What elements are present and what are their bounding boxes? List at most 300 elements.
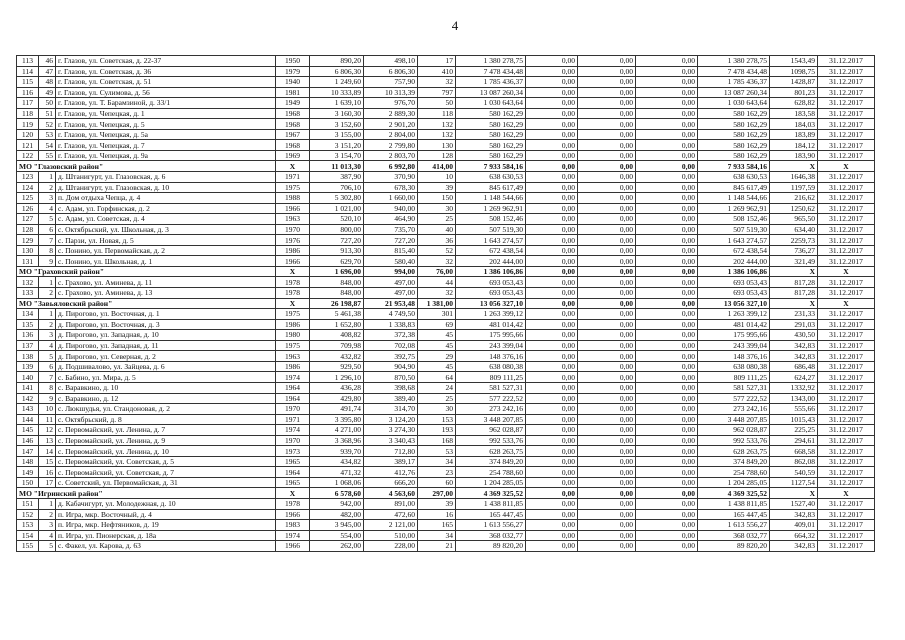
cell-total: 1 386 106,86 [698,266,770,277]
cell-date: 31.12.2017 [818,182,875,193]
cell-date: 31.12.2017 [818,150,875,161]
cell-p: 132 [418,119,456,130]
cell-sum: 368 032,77 [456,530,526,541]
cell-addr: с. Первомайский, ул. Советская, д. 5 [56,456,276,467]
table-row [17,309,875,320]
cell-p: 52 [418,245,456,256]
cell-k: 53 [39,129,56,140]
cell-a1: 3 152,60 [310,119,364,130]
cell-z2: 0,00 [578,309,636,320]
table-row [17,372,875,383]
cell-sum: 580 162,29 [456,140,526,151]
cell-n: 154 [17,530,39,541]
cell-z1: 0,00 [526,446,578,457]
cell-u: 1250,62 [770,203,818,214]
table-row [17,129,875,140]
cell-z2: 0,00 [578,446,636,457]
cell-year: 1986 [276,245,310,256]
cell-sum: 1 269 962,91 [456,203,526,214]
table-row [17,66,875,77]
cell-addr: с. Первомайский, ул. Ленина, д. 7 [56,425,276,436]
cell-year: 1986 [276,361,310,372]
cell-sum: 845 617,49 [456,182,526,193]
cell-u: 184,03 [770,119,818,130]
cell-total: 202 444,00 [698,256,770,267]
cell-u: 1197,59 [770,182,818,193]
cell-z3: 0,00 [636,425,698,436]
cell-u: 1527,40 [770,498,818,509]
cell-a2: 904,90 [364,361,418,372]
cell-a2: 464,90 [364,214,418,225]
cell-p: 69 [418,319,456,330]
cell-sum: 809 111,25 [456,372,526,383]
cell-z3: 0,00 [636,404,698,415]
cell-addr: г. Глазов, ул. Советская, д. 22-37 [56,56,276,67]
cell-k: 1 [39,498,56,509]
cell-n: 147 [17,446,39,457]
cell-addr: с. Парзи, ул. Новая, д. 5 [56,235,276,246]
cell-n: 151 [17,498,39,509]
cell-z2: 0,00 [578,56,636,67]
cell-a2: 2 889,30 [364,108,418,119]
cell-p: 21 [418,541,456,552]
cell-title: МО "Глазовский район" [17,161,276,172]
cell-n: 148 [17,456,39,467]
table-row [17,467,875,478]
cell-n: 113 [17,56,39,67]
cell-k: 5 [39,214,56,225]
table-row [17,203,875,214]
cell-total: 481 014,42 [698,319,770,330]
cell-z1: 0,00 [526,541,578,552]
cell-n: 127 [17,214,39,225]
cell-a1: 432,82 [310,351,364,362]
cell-z2: 0,00 [578,414,636,425]
cell-a2: 666,20 [364,477,418,488]
cell-title: МО "Завьяловский район" [17,298,276,309]
cell-addr: п. Игра, ул. Пионерская, д. 18а [56,530,276,541]
cell-p: 60 [418,477,456,488]
cell-z3: 0,00 [636,446,698,457]
cell-addr: г. Глазов, ул. Чепецкая, д. 1 [56,108,276,119]
cell-z2: 0,00 [578,509,636,520]
cell-p: 16 [418,509,456,520]
cell-p: 301 [418,309,456,320]
cell-addr: д. Штанигурт, ул. Глазовская, д. 6 [56,172,276,183]
cell-z3: 0,00 [636,203,698,214]
cell-z2: 0,00 [578,77,636,88]
cell-a1: 434,82 [310,456,364,467]
cell-n: 153 [17,520,39,531]
cell-addr: с. Варавкино, д. 10 [56,382,276,393]
cell-year: 1949 [276,98,310,109]
cell-p: 10 [418,172,456,183]
cell-u: 668,58 [770,446,818,457]
cell-total: 1 269 962,91 [698,203,770,214]
table-row [17,214,875,225]
cell-n: 115 [17,77,39,88]
cell-sum: 577 222,52 [456,393,526,404]
cell-z2: 0,00 [578,393,636,404]
cell-year: 1965 [276,477,310,488]
cell-sum: 672 438,54 [456,245,526,256]
table-row [17,404,875,415]
cell-sum: 693 053,43 [456,288,526,299]
cell-k: 12 [39,425,56,436]
cell-sum: 1 148 544,66 [456,193,526,204]
cell-year: 1966 [276,256,310,267]
cell-date: X [818,266,875,277]
cell-a1: 939,70 [310,446,364,457]
cell-total: 508 152,46 [698,214,770,225]
cell-z3: 0,00 [636,340,698,351]
cell-total: 273 242,16 [698,404,770,415]
cell-a2: 994,00 [364,266,418,277]
cell-z1: 0,00 [526,98,578,109]
cell-z3: 0,00 [636,119,698,130]
cell-date: X [818,488,875,499]
table-row [17,541,875,552]
cell-total: 580 162,29 [698,140,770,151]
cell-z3: 0,00 [636,129,698,140]
cell-a2: 3 340,43 [364,435,418,446]
cell-z1: 0,00 [526,256,578,267]
cell-p: 1 381,00 [418,298,456,309]
cell-a1: 629,70 [310,256,364,267]
cell-z3: 0,00 [636,498,698,509]
cell-year: 1971 [276,172,310,183]
cell-a1: 1 696,00 [310,266,364,277]
cell-z3: 0,00 [636,298,698,309]
cell-z1: 0,00 [526,498,578,509]
cell-z1: 0,00 [526,340,578,351]
cell-addr: г. Глазов, ул. Т. Барамзиной, д. 33/1 [56,98,276,109]
cell-date: 31.12.2017 [818,530,875,541]
cell-z3: 0,00 [636,541,698,552]
cell-date: 31.12.2017 [818,340,875,351]
cell-z1: 0,00 [526,108,578,119]
cell-z1: 0,00 [526,161,578,172]
cell-a1: 3 368,96 [310,435,364,446]
cell-a2: 678,30 [364,182,418,193]
cell-total: 1 263 399,12 [698,309,770,320]
cell-a1: 1 652,80 [310,319,364,330]
table-row [17,520,875,531]
cell-year: 1973 [276,446,310,457]
cell-z1: 0,00 [526,56,578,67]
cell-z3: 0,00 [636,214,698,225]
cell-p: 25 [418,214,456,225]
cell-p: 53 [418,446,456,457]
cell-a2: 1 660,00 [364,193,418,204]
cell-z1: 0,00 [526,425,578,436]
table-row [17,435,875,446]
cell-k: 50 [39,98,56,109]
cell-a2: 2 804,00 [364,129,418,140]
cell-addr: с. Понино, ул. Школьная, д. 1 [56,256,276,267]
cell-z1: 0,00 [526,509,578,520]
cell-p: 44 [418,277,456,288]
cell-k: 4 [39,530,56,541]
cell-year: 1966 [276,203,310,214]
cell-p: 153 [418,414,456,425]
cell-n: 144 [17,414,39,425]
cell-z2: 0,00 [578,172,636,183]
cell-z1: 0,00 [526,319,578,330]
cell-a1: 5 302,80 [310,193,364,204]
cell-p: 39 [418,182,456,193]
table-row [17,235,875,246]
cell-addr: г. Глазов, ул. Советская, д. 36 [56,66,276,77]
cell-k: 48 [39,77,56,88]
cell-u: 291,03 [770,319,818,330]
cell-z2: 0,00 [578,498,636,509]
cell-n: 120 [17,129,39,140]
cell-z3: 0,00 [636,172,698,183]
cell-a2: 702,08 [364,340,418,351]
cell-addr: с. Бабино, ул. Мира, д. 5 [56,372,276,383]
cell-z3: 0,00 [636,108,698,119]
cell-a2: 2 799,80 [364,140,418,151]
cell-n: 138 [17,351,39,362]
cell-year: 1976 [276,235,310,246]
cell-total: 243 399,04 [698,340,770,351]
cell-sum: 628 263,75 [456,446,526,457]
cell-p: 193 [418,425,456,436]
cell-z1: 0,00 [526,77,578,88]
cell-z3: 0,00 [636,224,698,235]
table-row [17,498,875,509]
table-row [17,425,875,436]
cell-date: 31.12.2017 [818,498,875,509]
cell-sum: 243 399,04 [456,340,526,351]
cell-a2: 2 121,00 [364,520,418,531]
cell-k: 46 [39,56,56,67]
cell-a2: 6 992,80 [364,161,418,172]
cell-n: 132 [17,277,39,288]
cell-total: 580 162,29 [698,129,770,140]
table-row [17,182,875,193]
cell-addr: г. Глазов, ул. Чепецкая, д. 5а [56,129,276,140]
cell-date: 31.12.2017 [818,129,875,140]
cell-z1: 0,00 [526,382,578,393]
cell-n: 114 [17,66,39,77]
cell-p: 23 [418,467,456,478]
cell-addr: с. Люкшудья, ул. Стандоновая, д. 2 [56,404,276,415]
cell-total: 374 849,20 [698,456,770,467]
cell-date: 31.12.2017 [818,467,875,478]
cell-year: 1978 [276,288,310,299]
cell-sum: 7 478 434,48 [456,66,526,77]
cell-u: 216,62 [770,193,818,204]
cell-year: 1988 [276,193,310,204]
cell-a1: 387,90 [310,172,364,183]
cell-addr: с. Грахово, ул. Аминева, д. 11 [56,277,276,288]
cell-n: 133 [17,288,39,299]
cell-z3: 0,00 [636,361,698,372]
cell-a1: 913,30 [310,245,364,256]
cell-z3: 0,00 [636,351,698,362]
cell-date: 31.12.2017 [818,288,875,299]
cell-date: 31.12.2017 [818,351,875,362]
cell-title: МО "Игринский район" [17,488,276,499]
cell-u: 430,50 [770,330,818,341]
cell-year: 1969 [276,150,310,161]
cell-sum: 254 788,60 [456,467,526,478]
cell-z2: 0,00 [578,330,636,341]
cell-p: 50 [418,98,456,109]
cell-year: 1978 [276,498,310,509]
cell-k: 8 [39,245,56,256]
cell-n: 130 [17,245,39,256]
cell-k: 55 [39,150,56,161]
cell-a1: 706,10 [310,182,364,193]
cell-a2: 389,40 [364,393,418,404]
cell-a2: 372,38 [364,330,418,341]
cell-u: X [770,298,818,309]
cell-z2: 0,00 [578,140,636,151]
cell-p: 132 [418,129,456,140]
cell-total: 581 527,31 [698,382,770,393]
cell-total: 368 032,77 [698,530,770,541]
cell-z2: 0,00 [578,277,636,288]
table-row [17,172,875,183]
cell-z1: 0,00 [526,235,578,246]
cell-u: 342,83 [770,509,818,520]
cell-sum: 580 162,29 [456,150,526,161]
cell-n: 143 [17,404,39,415]
cell-date: 31.12.2017 [818,435,875,446]
cell-z3: 0,00 [636,277,698,288]
cell-a1: 848,00 [310,288,364,299]
cell-u: 736,27 [770,245,818,256]
cell-p: 64 [418,372,456,383]
cell-year: 1968 [276,140,310,151]
cell-total: 580 162,29 [698,119,770,130]
cell-u: 555,66 [770,404,818,415]
table-row [17,351,875,362]
cell-u: 2259,73 [770,235,818,246]
cell-a2: 21 953,48 [364,298,418,309]
table-row [17,119,875,130]
cell-u: 1098,75 [770,66,818,77]
cell-n: 140 [17,372,39,383]
cell-p: 32 [418,256,456,267]
cell-n: 129 [17,235,39,246]
cell-z2: 0,00 [578,372,636,383]
cell-z3: 0,00 [636,98,698,109]
table-row [17,509,875,520]
cell-z1: 0,00 [526,266,578,277]
cell-total: 693 053,43 [698,277,770,288]
cell-a1: 408,82 [310,330,364,341]
cell-z1: 0,00 [526,129,578,140]
cell-a1: 5 461,38 [310,309,364,320]
cell-date: 31.12.2017 [818,309,875,320]
cell-u: 342,83 [770,541,818,552]
cell-year: 1963 [276,351,310,362]
cell-z2: 0,00 [578,245,636,256]
cell-date: 31.12.2017 [818,361,875,372]
cell-u: 965,50 [770,214,818,225]
cell-date: 31.12.2017 [818,541,875,552]
cell-year: 1979 [276,66,310,77]
cell-date: 31.12.2017 [818,119,875,130]
cell-a2: 580,40 [364,256,418,267]
cell-u: X [770,266,818,277]
cell-year: 1964 [276,393,310,404]
cell-a2: 392,75 [364,351,418,362]
cell-addr: с. Советский, ул. Первомайская, д. 31 [56,477,276,488]
table-row [17,456,875,467]
cell-k: 51 [39,108,56,119]
cell-a1: 848,00 [310,277,364,288]
cell-z2: 0,00 [578,435,636,446]
cell-total: 580 162,29 [698,108,770,119]
cell-a2: 712,80 [364,446,418,457]
cell-sum: 581 527,31 [456,382,526,393]
cell-total: 1 785 436,37 [698,77,770,88]
cell-z3: 0,00 [636,414,698,425]
cell-date: 31.12.2017 [818,98,875,109]
cell-z3: 0,00 [636,150,698,161]
cell-a2: 3 124,20 [364,414,418,425]
cell-k: 8 [39,382,56,393]
cell-n: 128 [17,224,39,235]
cell-year: 1968 [276,119,310,130]
cell-z3: 0,00 [636,77,698,88]
cell-k: 2 [39,509,56,520]
group-total-row [17,266,875,277]
cell-total: 1 380 278,75 [698,56,770,67]
cell-n: 146 [17,435,39,446]
cell-date: 31.12.2017 [818,456,875,467]
cell-a2: 6 806,30 [364,66,418,77]
cell-z2: 0,00 [578,66,636,77]
cell-sum: 580 162,29 [456,119,526,130]
cell-a1: 1 068,06 [310,477,364,488]
cell-title: МО "Граховский район" [17,266,276,277]
cell-z2: 0,00 [578,488,636,499]
cell-a1: 727,20 [310,235,364,246]
cell-k: 15 [39,456,56,467]
cell-n: 145 [17,425,39,436]
cell-p: 414,00 [418,161,456,172]
cell-year: 1964 [276,382,310,393]
cell-z2: 0,00 [578,530,636,541]
cell-z3: 0,00 [636,182,698,193]
cell-k: 52 [39,119,56,130]
cell-date: X [818,161,875,172]
table-row [17,382,875,393]
cell-year: X [276,298,310,309]
cell-z2: 0,00 [578,351,636,362]
cell-u: 1428,87 [770,77,818,88]
cell-u: 1343,00 [770,393,818,404]
cell-z3: 0,00 [636,477,698,488]
cell-z1: 0,00 [526,351,578,362]
cell-addr: с. Факел, ул. Карова, д. 63 [56,541,276,552]
cell-addr: г. Глазов, ул. Советская, д. 51 [56,77,276,88]
cell-addr: д. Пирогово, ул. Северная, д. 2 [56,351,276,362]
cell-total: 7 933 584,16 [698,161,770,172]
cell-sum: 1 785 436,37 [456,77,526,88]
cell-a2: 498,10 [364,56,418,67]
cell-z1: 0,00 [526,414,578,425]
cell-sum: 7 933 584,16 [456,161,526,172]
cell-year: 1970 [276,404,310,415]
cell-z2: 0,00 [578,224,636,235]
